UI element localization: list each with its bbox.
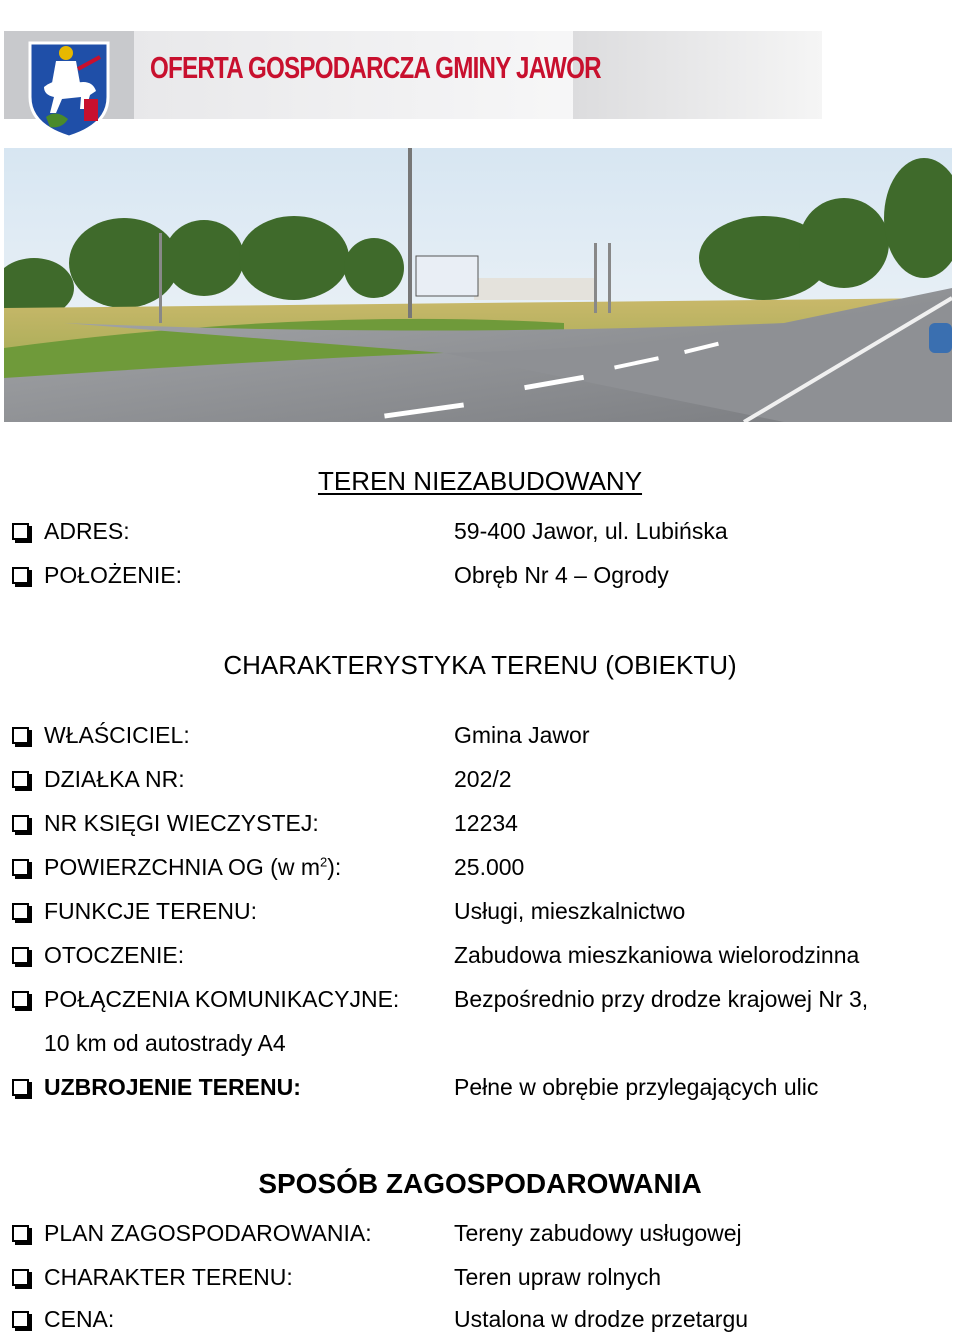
- crest-box: [4, 31, 134, 119]
- row-value: 12234: [454, 810, 518, 836]
- info-row: [0, 854, 960, 884]
- info-row: [0, 1074, 960, 1104]
- row-label: CENA:: [44, 1306, 115, 1332]
- info-row: [0, 1264, 960, 1294]
- row-value: Tereny zabudowy usługowej: [454, 1220, 742, 1246]
- info-row: [0, 722, 960, 752]
- checkbox-bullet-icon: [12, 1079, 29, 1096]
- row-label: FUNKCJE TERENU:: [44, 898, 257, 924]
- checkbox-bullet-icon: [12, 727, 29, 744]
- checkbox-bullet-icon: [12, 523, 29, 540]
- row-value: 59-400 Jawor, ul. Lubińska: [454, 518, 728, 544]
- checkbox-bullet-icon: [12, 567, 29, 584]
- info-row: [0, 1306, 960, 1336]
- info-row: [0, 810, 960, 840]
- section-title-characteristics: CHARAKTERYSTYKA TERENU (OBIEKTU): [223, 650, 737, 680]
- row-label: CHARAKTER TERENU:: [44, 1264, 293, 1290]
- row-value-continuation: 10 km od autostrady A4: [44, 1030, 286, 1056]
- row-label: POWIERZCHNIA OG (w $m^2$):: [44, 854, 342, 880]
- checkbox-bullet-icon: [12, 859, 29, 876]
- row-value: Ustalona w drodze przetargu: [454, 1306, 749, 1332]
- row-value: Gmina Jawor: [454, 722, 590, 748]
- checkbox-bullet-icon: [12, 991, 29, 1008]
- coat-of-arms-icon: [26, 39, 112, 139]
- checkbox-bullet-icon: [12, 1311, 29, 1328]
- checkbox-bullet-icon: [12, 947, 29, 964]
- row-label: POŁOŻENIE:: [44, 562, 183, 588]
- row-label: DZIAŁKA NR:: [44, 766, 185, 792]
- checkbox-bullet-icon: [12, 903, 29, 920]
- info-row: [0, 562, 960, 592]
- row-value: Bezpośrednio przy drodze krajowej Nr 3,: [454, 986, 869, 1012]
- row-label: ADRES:: [44, 518, 130, 544]
- info-row: [0, 898, 960, 928]
- row-label: OTOCZENIE:: [44, 942, 185, 968]
- row-value: Pełne w obrębie przylegających ulic: [454, 1074, 819, 1100]
- banner-title: OFERTA GOSPODARCZA GMINY JAWOR: [150, 50, 601, 85]
- checkbox-bullet-icon: [12, 815, 29, 832]
- row-value: 202/2: [454, 766, 512, 792]
- row-label: UZBROJENIE TERENU:: [44, 1074, 301, 1100]
- row-value: Usługi, mieszkalnictwo: [454, 898, 686, 924]
- row-label: NR KSIĘGI WIECZYSTEJ:: [44, 810, 319, 836]
- row-value: Teren upraw rolnych: [454, 1264, 662, 1290]
- info-row: [0, 518, 960, 548]
- row-value: Obręb Nr 4 – Ogrody: [454, 562, 669, 588]
- info-row: [0, 1220, 960, 1250]
- section-title-land-type: TEREN NIEZABUDOWANY: [317, 466, 643, 496]
- row-label: PLAN ZAGOSPODAROWANIA:: [44, 1220, 372, 1246]
- checkbox-bullet-icon: [12, 1269, 29, 1286]
- banner-fade: [573, 31, 822, 119]
- checkbox-bullet-icon: [12, 771, 29, 788]
- section-title-development: SPOSÓB ZAGOSPODAROWANIA: [258, 1168, 702, 1199]
- info-row: [0, 942, 960, 972]
- row-label: POŁĄCZENIA KOMUNIKACYJNE:: [44, 986, 400, 1012]
- info-row: [0, 766, 960, 796]
- checkbox-bullet-icon: [12, 1225, 29, 1242]
- info-row: [0, 986, 960, 1016]
- row-value: Zabudowa mieszkaniowa wielorodzinna: [454, 942, 860, 968]
- road-photo: [4, 148, 952, 422]
- row-label: WŁAŚCICIEL:: [44, 722, 190, 748]
- row-value: 25.000: [454, 854, 525, 880]
